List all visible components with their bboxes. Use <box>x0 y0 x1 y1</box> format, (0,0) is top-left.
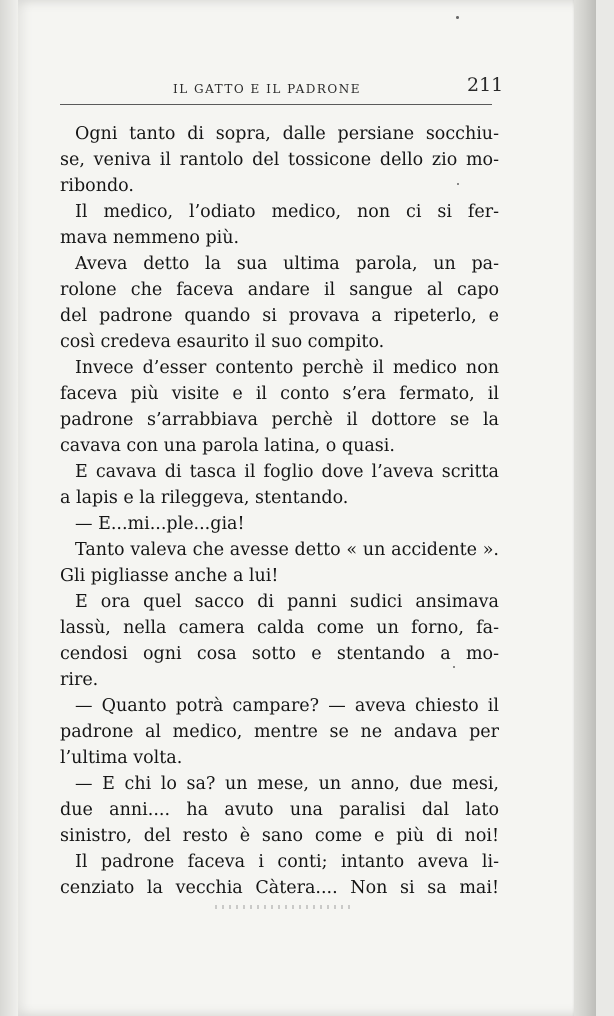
text-line: E ora quel sacco di panni sudici ansimava <box>75 592 499 612</box>
text-line: faceva più visite e il conto s’era fermato, il <box>60 384 499 404</box>
text-line: mava nemmeno più. <box>60 228 240 248</box>
ink-speck <box>453 666 455 668</box>
paper-blemish <box>215 905 355 909</box>
page-edge <box>574 0 596 1016</box>
text-line: rolone che faceva andare il sangue al capo <box>60 280 499 300</box>
body-text <box>60 121 499 901</box>
ink-speck <box>457 183 459 185</box>
book-gutter <box>0 0 18 1016</box>
text-line: Gli pigliasse anche a lui! <box>60 566 279 586</box>
page-number: 211 <box>467 74 504 96</box>
text-line: a lapis e la rileggeva, stentando. <box>60 488 349 508</box>
running-title: IL GATTO E IL PADRONE <box>173 82 361 96</box>
text-line: E cavava di tasca il foglio dove l’aveva scritta <box>75 462 499 482</box>
header-rule <box>60 104 492 105</box>
text-line: Il padrone faceva i conti; intanto aveva li- <box>75 852 499 872</box>
text-line: padrone al medico, mentre se ne andava per <box>60 722 499 742</box>
text-line: Aveva detto la sua ultima parola, un pa- <box>75 254 499 274</box>
text-line: — E chi lo sa? un mese, un anno, due mesi, <box>75 774 499 794</box>
text-line: cavava con una parola latina, o quasi. <box>60 436 395 456</box>
text-line: due anni.... ha avuto una paralisi dal lato <box>60 800 499 820</box>
text-line: rire. <box>60 670 99 690</box>
text-line: Invece d’esser contento perchè il medico non <box>75 358 499 378</box>
text-line: cendosi ogni cosa sotto e stentando a mo- <box>60 644 499 664</box>
text-line: Ogni tanto di sopra, dalle persiane socchiu- <box>75 124 499 144</box>
text-line: — E...mi...ple...gia! <box>75 514 245 534</box>
text-line: l’ultima volta. <box>60 748 183 768</box>
text-line: ribondo. <box>60 176 134 196</box>
text-line: Il medico, l’odiato medico, non ci si fer- <box>75 202 499 222</box>
text-line: Tanto valeva che avesse detto « un accidente ». <box>75 540 499 560</box>
text-line: lassù, nella camera calda come un forno, fa- <box>60 618 499 638</box>
text-line: del padrone quando si provava a ripeterlo, e <box>60 306 499 326</box>
text-line: sinistro, del resto è sano come e più di noi! <box>60 826 499 846</box>
ink-speck <box>456 16 459 19</box>
page-header <box>150 72 510 102</box>
text-line: — Quanto potrà campare? — aveva chiesto il <box>75 696 499 716</box>
text-line: così credeva esaurito il suo compito. <box>60 332 385 352</box>
text-line: cenziato la vecchia Càtera.... Non si sa mai! <box>60 878 499 898</box>
text-line: padrone s’arrabbiava perchè il dottore se la <box>60 410 499 430</box>
text-line: se, veniva il rantolo del tossicone dello zio mo- <box>60 150 499 170</box>
